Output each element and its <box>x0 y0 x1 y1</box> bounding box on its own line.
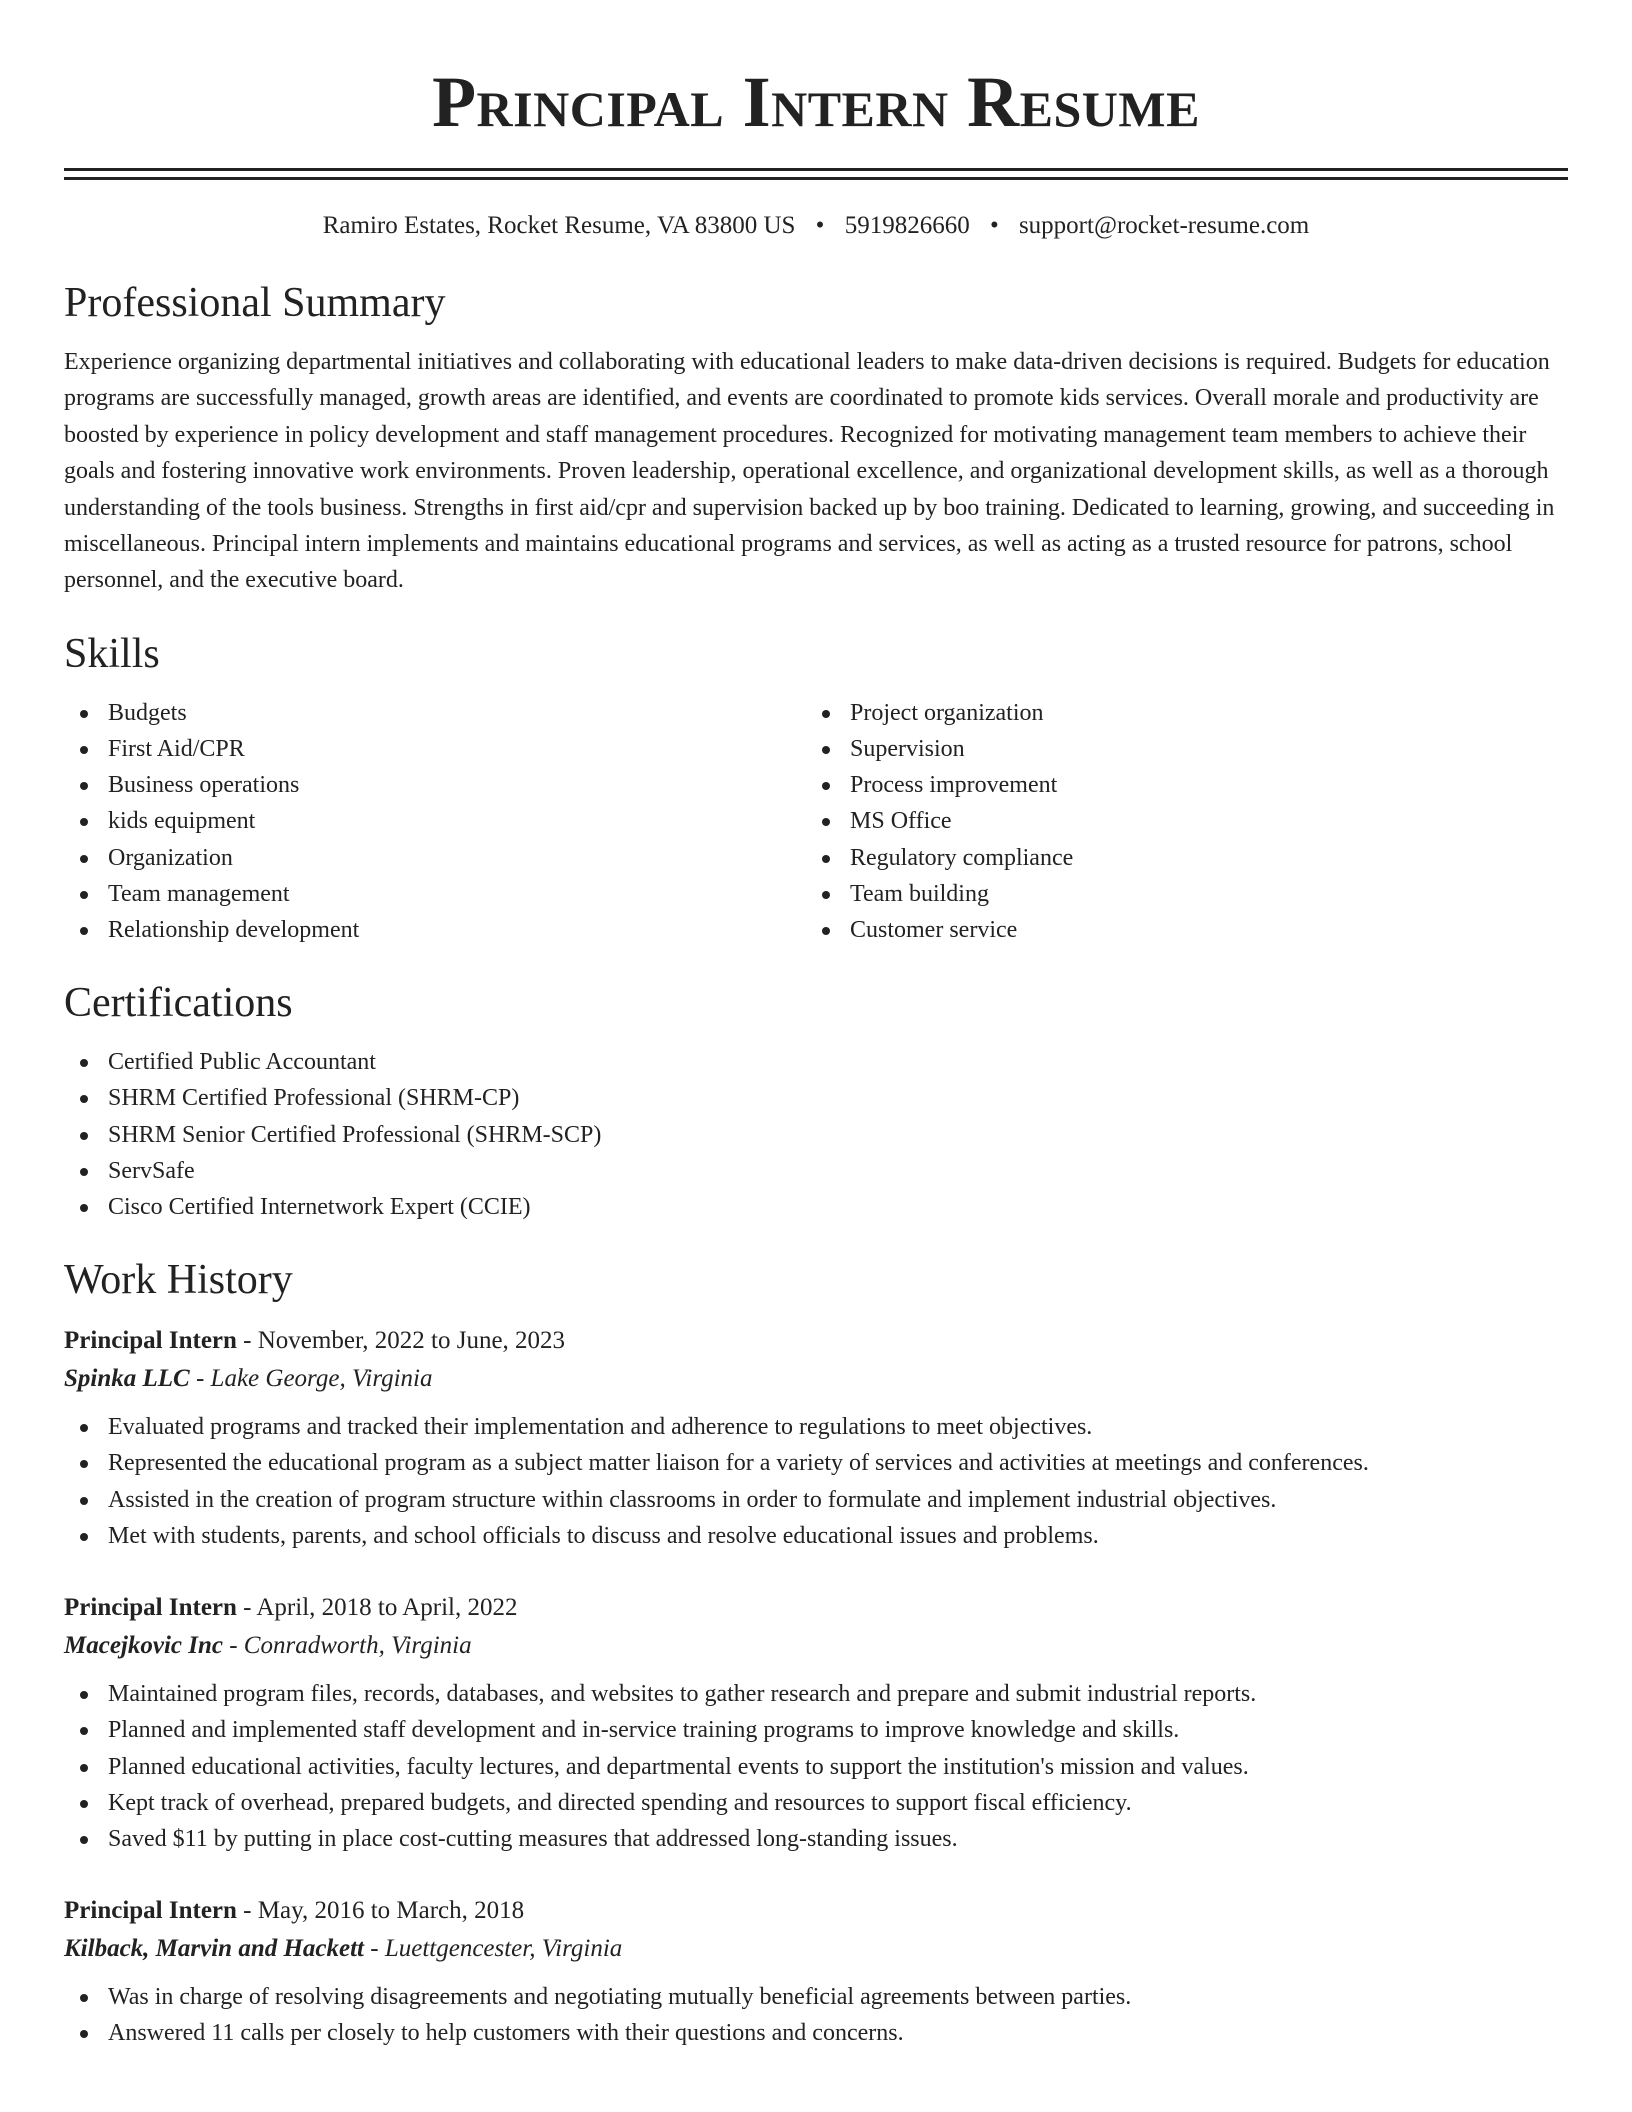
skill-item: Budgets <box>64 695 806 731</box>
section-heading: Professional Summary <box>64 280 446 326</box>
certification-item: Cisco Certified Internetwork Expert (CCIE) <box>64 1189 1568 1225</box>
professional-summary-section <box>64 278 1568 599</box>
work-history-section <box>64 1255 1568 2051</box>
job-bullet: Planned and implemented staff development and in-service training programs to improve knowledge and skills. <box>64 1712 1568 1748</box>
job-bullet: Was in charge of resolving disagreements and negotiating mutually beneficial agreements between parties. <box>64 1979 1568 2015</box>
job-dates: - November, 2022 to June, 2023 <box>236 1327 566 1355</box>
skill-item: Team management <box>64 876 806 912</box>
job-bullet: Answered 11 calls per closely to help customers with their questions and concerns. <box>64 2015 1568 2051</box>
job-bullet: Assisted in the creation of program structure within classrooms in order to formulate and implement industrial objectives. <box>64 1482 1568 1518</box>
section-heading: Work History <box>64 1257 293 1304</box>
title-divider-bottom <box>64 177 1568 180</box>
job-employer-line <box>64 1626 1568 1666</box>
job-dates: - May, 2016 to March, 2018 <box>236 1897 525 1925</box>
job-company: Macejkovic Inc <box>64 1632 223 1660</box>
job-bullet: Met with students, parents, and school officials to discuss and resolve educational issues and problems. <box>64 1518 1568 1554</box>
certification-item: SHRM Certified Professional (SHRM-CP) <box>64 1080 1568 1116</box>
job-company: Spinka LLC <box>64 1365 190 1393</box>
contact-email: support@rocket-resume.com <box>1018 212 1310 239</box>
resume-page <box>64 0 1568 2052</box>
job-title-line <box>64 1323 1568 1359</box>
job-entry <box>64 1323 1568 1554</box>
certification-item: ServSafe <box>64 1153 1568 1189</box>
skill-item: Organization <box>64 840 806 876</box>
skill-item: Process improvement <box>806 767 1548 803</box>
contact-separator: • <box>989 212 999 239</box>
job-company: Kilback, Marvin and Hackett <box>64 1935 364 1963</box>
skill-item: kids equipment <box>64 803 806 839</box>
summary-text: Experience organizing departmental initiatives and collaborating with educational leaders to make data-driven decisions is required. Budgets for education programs are successfully managed, growth areas are identified, and events are coordinated to promote kids services. Overall morale and productivity are boosted by experience in policy development and staff management procedures. Recognized for motivating management team members to achieve their goals and fostering innovative work environments. Proven leadership, operational excellence, and organizational development skills, as well as a thorough understanding of the tools business. Strengths in first aid/cpr and supervision backed up by boo training. Dedicated to learning, growing, and succeeding in miscellaneous. Principal intern implements and maintains educational programs and services, as well as acting as a trusted resource for patrons, school personnel, and the executive board. <box>64 349 1555 594</box>
job-bullet: Saved $11 by putting in place cost-cutting measures that addressed long-standing issues. <box>64 1821 1568 1857</box>
skills-column-left <box>64 695 806 948</box>
job-employer-line <box>64 1359 1568 1399</box>
job-title-line <box>64 1893 1568 1929</box>
job-role: Principal Intern <box>64 1594 237 1622</box>
skill-item: Project organization <box>806 695 1548 731</box>
contact-separator: • <box>815 212 825 239</box>
job-role: Principal Intern <box>64 1327 237 1355</box>
skill-item: First Aid/CPR <box>64 731 806 767</box>
job-bullet: Represented the educational program as a subject matter liaison for a variety of services and activities at meetings and conferences. <box>64 1445 1568 1481</box>
job-role: Principal Intern <box>64 1897 237 1925</box>
job-location: - Lake George, Virginia <box>189 1365 433 1393</box>
job-entry <box>64 1893 1568 2051</box>
section-heading: Certifications <box>64 980 293 1027</box>
job-entry <box>64 1590 1568 1857</box>
skill-item: Regulatory compliance <box>806 840 1548 876</box>
contact-address: Ramiro Estates, Rocket Resume, VA 83800 US <box>322 212 796 239</box>
contact-phone: 5919826660 <box>844 212 970 239</box>
title-divider-top <box>64 168 1568 171</box>
skill-item: Team building <box>806 876 1548 912</box>
job-employer-line <box>64 1929 1568 1969</box>
job-location: - Luettgencester, Virginia <box>364 1935 623 1963</box>
skills-section <box>64 629 1568 948</box>
job-bullet: Evaluated programs and tracked their implementation and adherence to regulations to meet objectives. <box>64 1409 1568 1445</box>
certification-item: SHRM Senior Certified Professional (SHRM-SCP) <box>64 1117 1568 1153</box>
skill-item: Business operations <box>64 767 806 803</box>
page-title: Principal Intern Resume <box>432 62 1200 142</box>
certifications-section <box>64 978 1568 1225</box>
skill-item: MS Office <box>806 803 1548 839</box>
job-bullet: Planned educational activities, faculty lectures, and departmental events to support the institution's mission and values. <box>64 1749 1568 1785</box>
certification-item: Certified Public Accountant <box>64 1044 1568 1080</box>
job-location: - Conradworth, Virginia <box>222 1632 472 1660</box>
job-dates: - April, 2018 to April, 2022 <box>236 1594 518 1622</box>
skill-item: Customer service <box>806 912 1548 948</box>
skills-grid <box>64 695 1568 948</box>
skill-item: Relationship development <box>64 912 806 948</box>
skills-column-right <box>806 695 1548 948</box>
job-bullet: Kept track of overhead, prepared budgets, and directed spending and resources to support fiscal efficiency. <box>64 1785 1568 1821</box>
section-heading: Skills <box>64 630 160 677</box>
contact-line <box>64 210 1568 242</box>
job-title-line <box>64 1590 1568 1626</box>
skill-item: Supervision <box>806 731 1548 767</box>
job-bullet: Maintained program files, records, databases, and websites to gather research and prepare and submit industrial reports. <box>64 1676 1568 1712</box>
